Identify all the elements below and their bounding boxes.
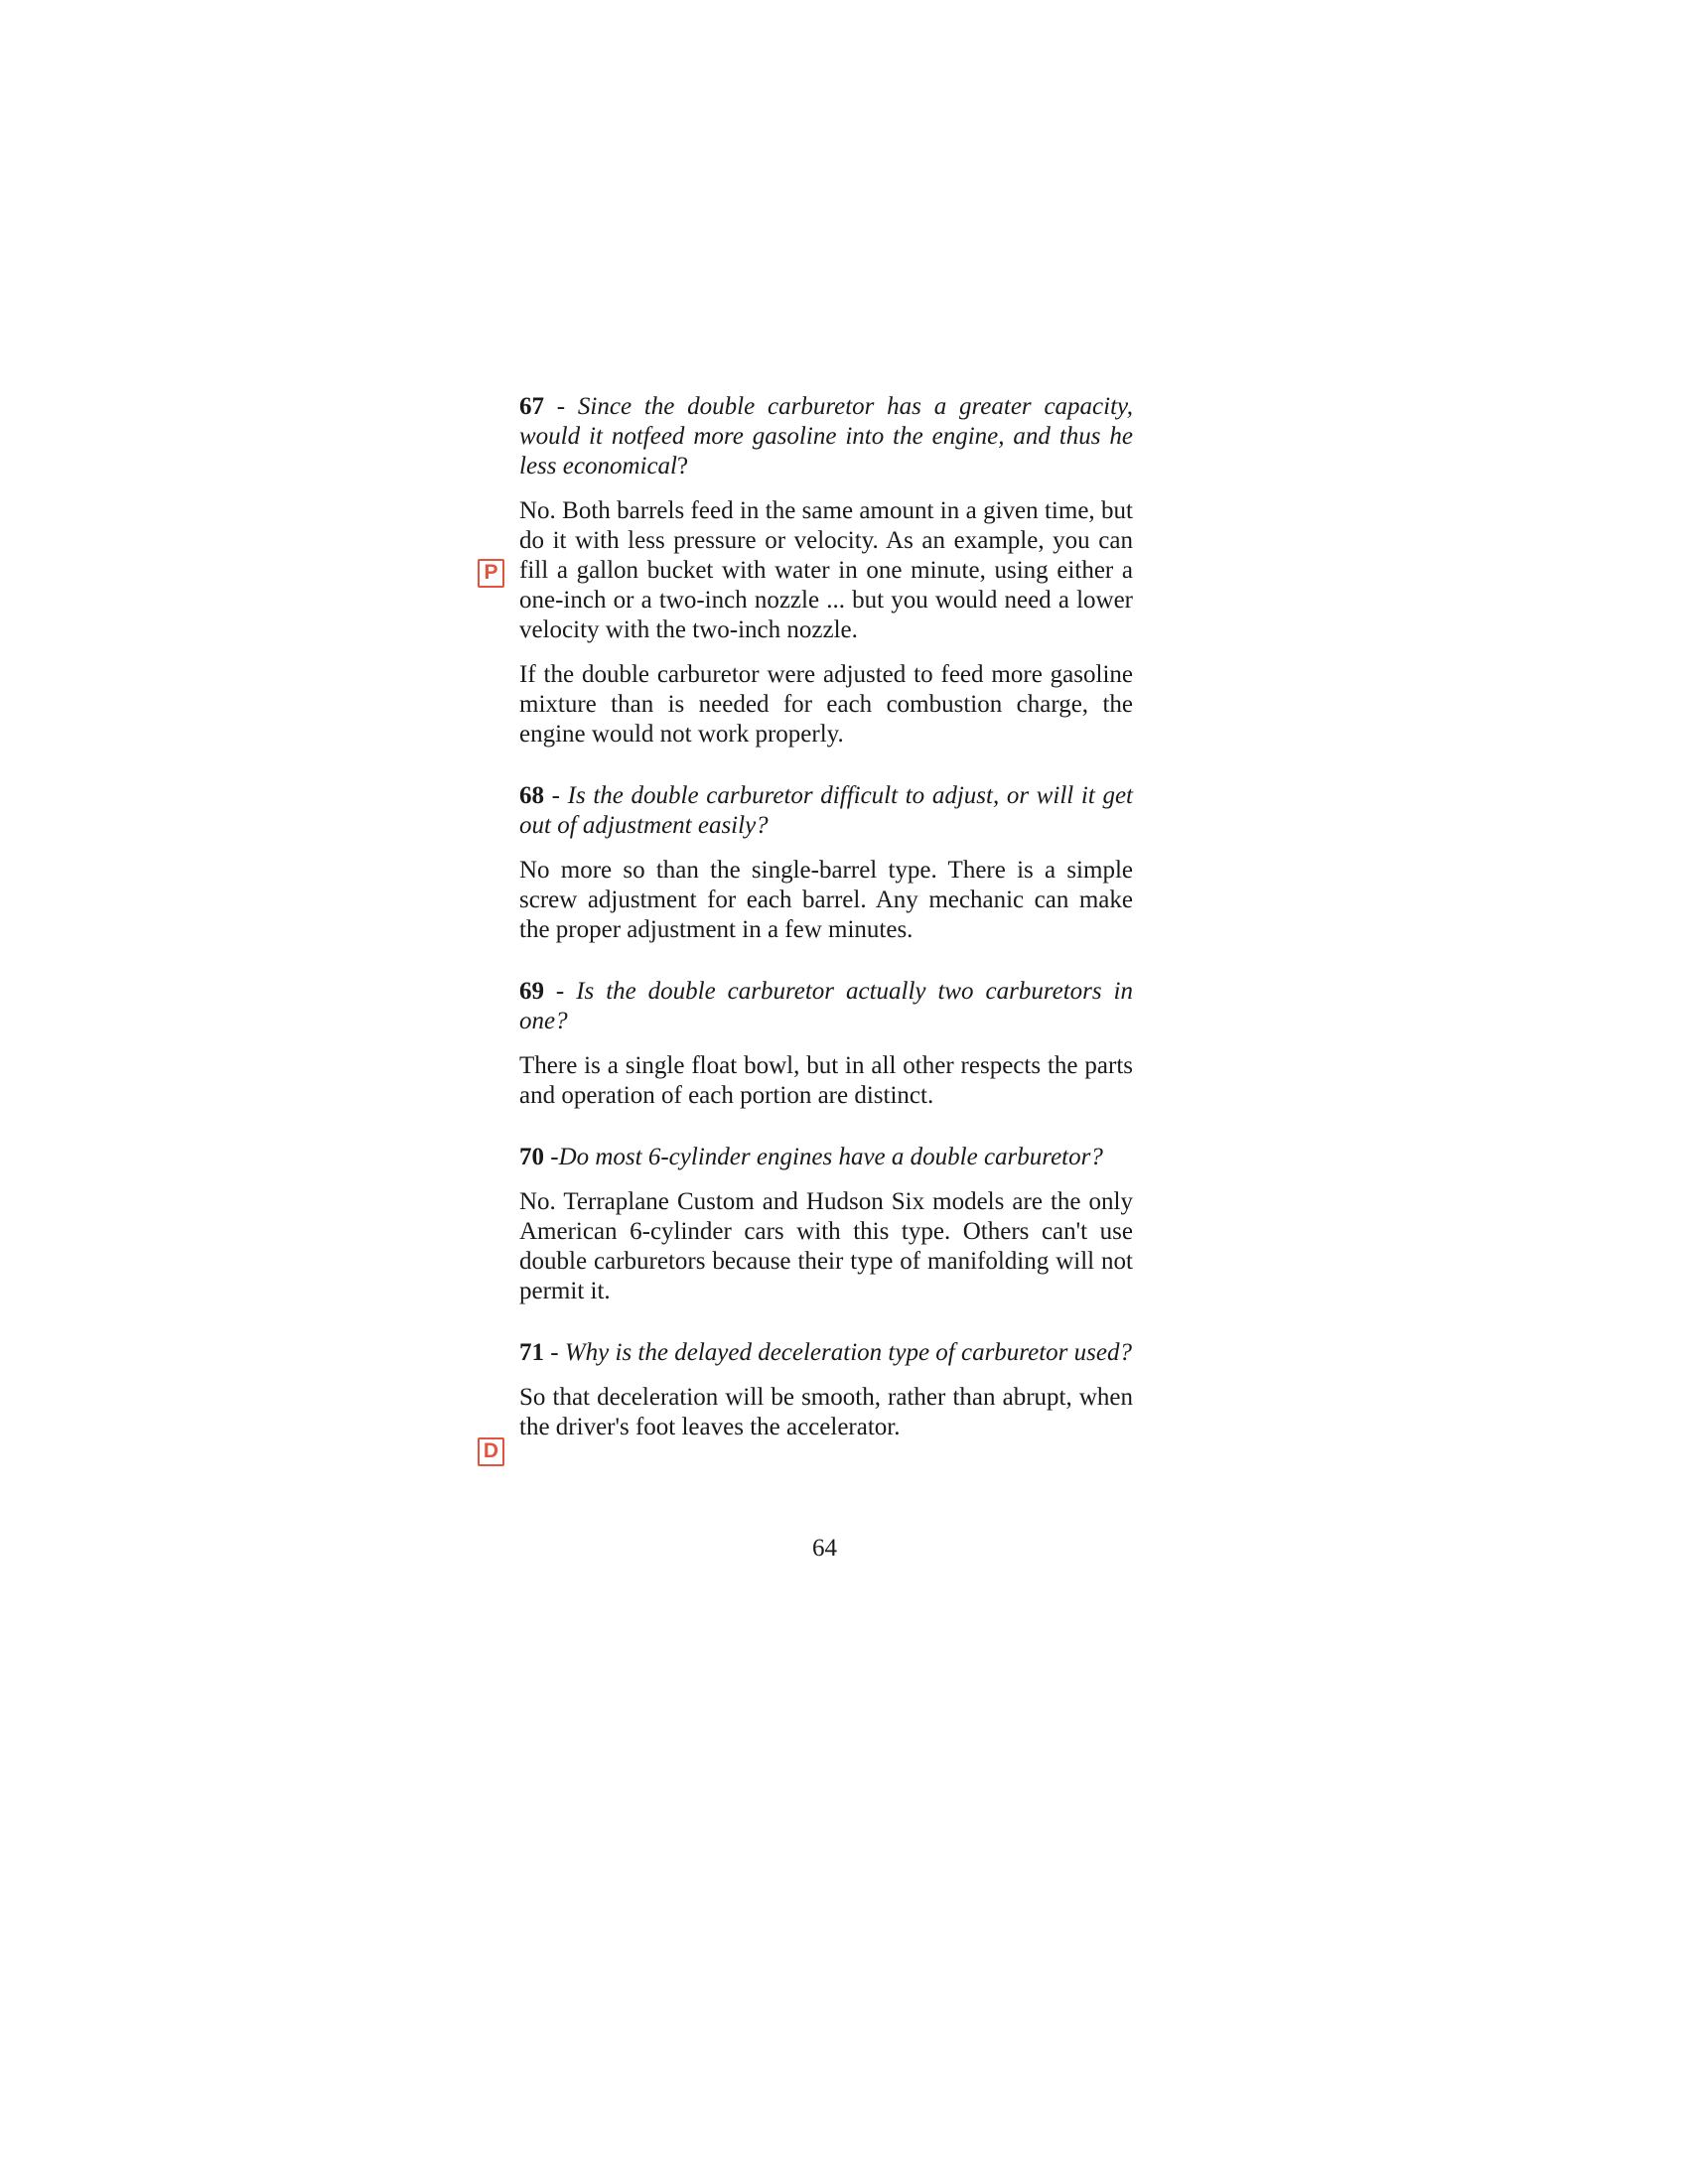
answer-paragraph: If the double carburetor were adjusted to feed more gasoline mixture than is needed for each combustion charge, the engine would not work properly. <box>519 661 1133 748</box>
qa-item-67 <box>519 392 1133 750</box>
question-70 <box>519 1143 1133 1172</box>
question-end: ? <box>676 453 689 479</box>
answer-paragraph: No. Both barrels feed in the same amount in a given time, but do it with less pressure or velocity. As an example, you can fill a gallon bucket with water in one minute, using either a one-inch or a two-inch nozzle ... but you would need a lower velocity with the two-inch nozzle. <box>519 497 1133 643</box>
qa-item-71 <box>519 1338 1133 1442</box>
qa-item-70 <box>519 1143 1133 1306</box>
question-text: Do most 6-cylinder engines have a double carburetor? <box>558 1144 1103 1170</box>
question-71 <box>519 1338 1133 1368</box>
qa-item-69 <box>519 977 1133 1111</box>
answer-paragraph: So that deceleration will be smooth, rather than abrupt, when the driver's foot leaves the accelerator. <box>519 1384 1133 1440</box>
question-dash: - <box>544 1144 559 1170</box>
question-number: 67 <box>519 393 544 420</box>
question-dash: - <box>544 978 577 1005</box>
question-number: 68 <box>519 782 544 809</box>
question-number: 69 <box>519 978 544 1005</box>
question-text: Is the double carburetor actually two carburetors in one? <box>519 978 1133 1034</box>
question-number: 70 <box>519 1144 544 1170</box>
answer-paragraph: There is a single float bowl, but in all other respects the parts and operation of each portion are distinct. <box>519 1052 1133 1109</box>
qa-item-68 <box>519 781 1133 945</box>
page-number: 64 <box>812 1535 837 1562</box>
margin-marker-p: P <box>478 559 504 588</box>
text-column <box>519 392 1133 1474</box>
question-dash: - <box>544 1339 565 1366</box>
question-dash: - <box>544 393 578 420</box>
question-69 <box>519 977 1133 1036</box>
question-number: 71 <box>519 1339 544 1366</box>
question-text: Since the double carburetor has a greater capacity, would it notfeed more gasoline into the engine, and thus he less economical <box>519 393 1133 479</box>
margin-marker-d: D <box>478 1437 504 1466</box>
question-67 <box>519 392 1133 481</box>
question-text: Is the double carburetor difficult to adjust, or will it get out of adjustment easily? <box>519 782 1133 839</box>
answer-paragraph: No. Terraplane Custom and Hudson Six models are the only American 6-cylinder cars with this type. Others can't use double carburetors because their type of manifolding will not permit it. <box>519 1188 1133 1304</box>
question-68 <box>519 781 1133 841</box>
answer-paragraph: No more so than the single-barrel type. There is a simple screw adjustment for each barrel. Any mechanic can make the proper adjustment in a few minutes. <box>519 857 1133 943</box>
question-text: Why is the delayed deceleration type of carburetor used? <box>564 1339 1132 1366</box>
question-dash: - <box>544 782 568 809</box>
